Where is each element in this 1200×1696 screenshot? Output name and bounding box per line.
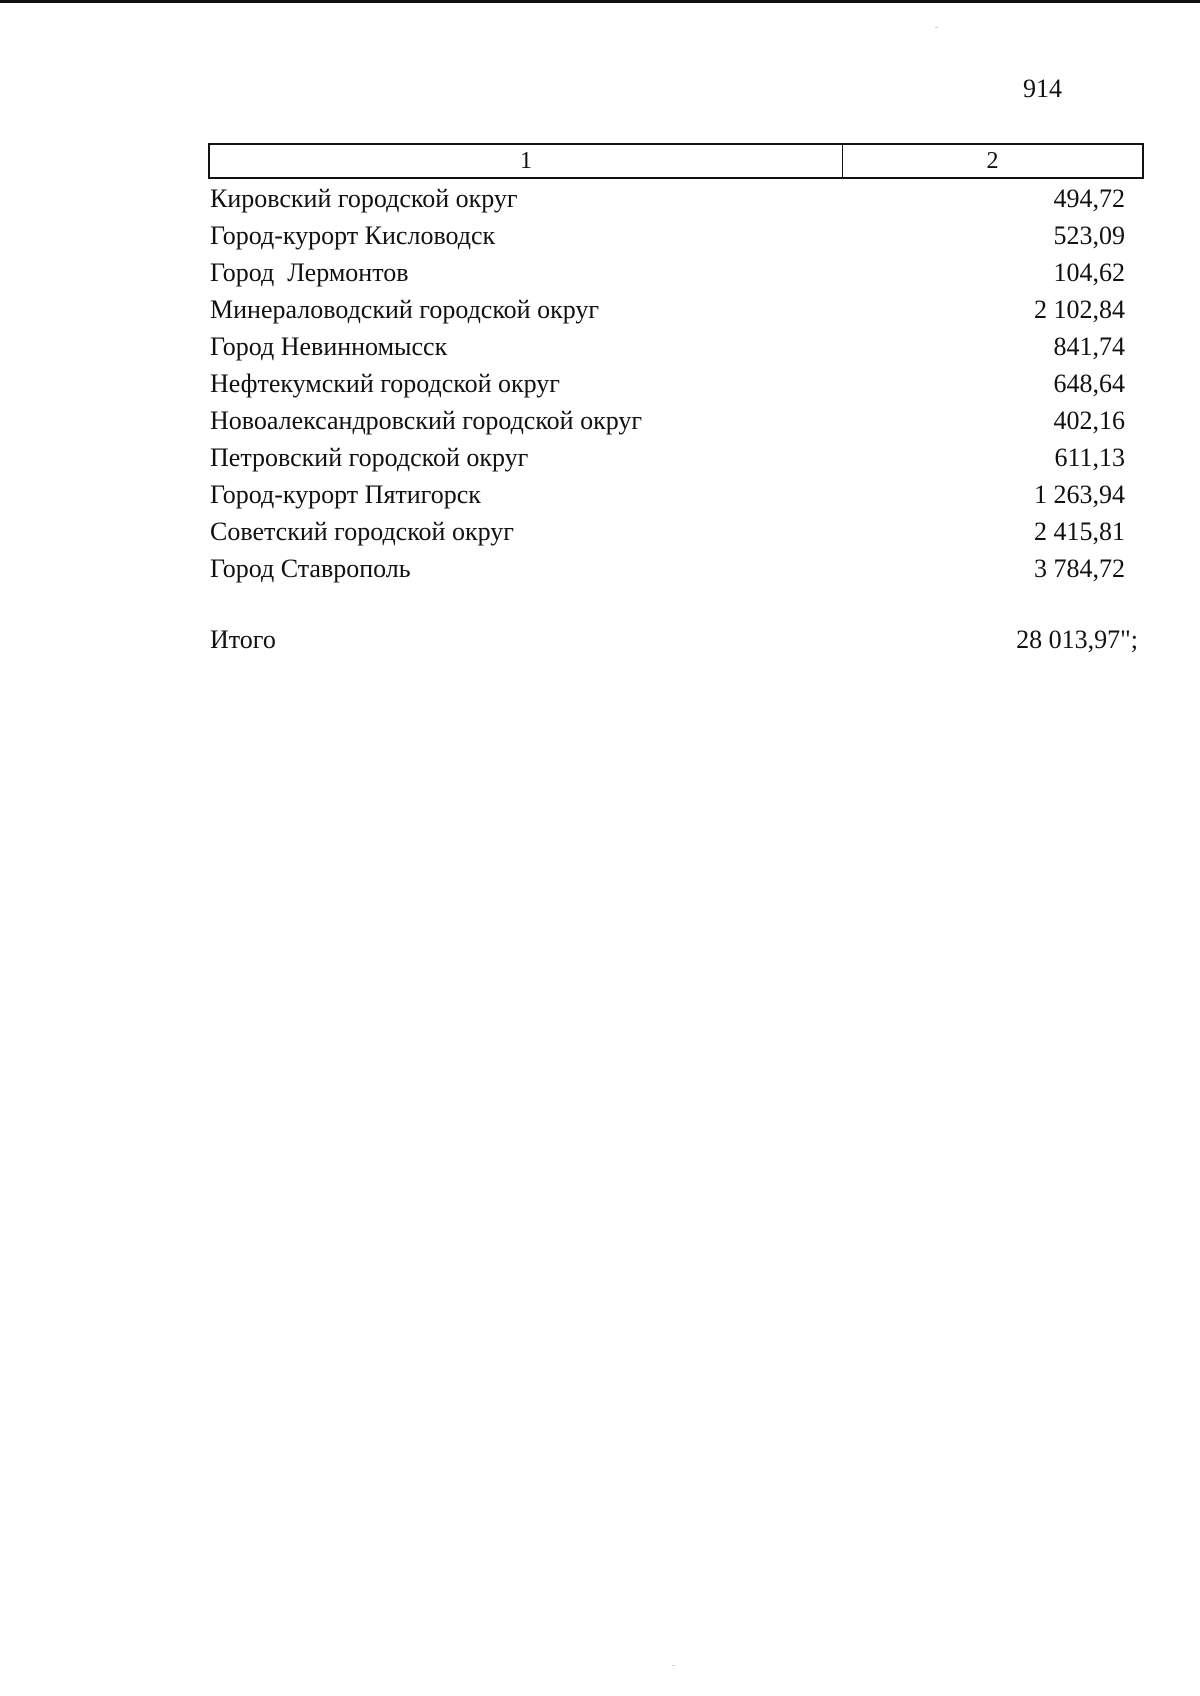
table-row bbox=[210, 217, 1125, 254]
table-row bbox=[210, 402, 1125, 439]
table-row bbox=[210, 439, 1125, 476]
row-name: Город-курорт Пятигорск bbox=[210, 480, 481, 509]
table-row bbox=[210, 365, 1125, 402]
row-value: 2 102,84 bbox=[1034, 295, 1125, 324]
row-name: Минераловодский городской округ bbox=[210, 295, 600, 324]
row-value: 494,72 bbox=[1053, 184, 1125, 213]
table-header-col-2: 2 bbox=[986, 148, 999, 174]
row-name: Нефтекумский городской округ bbox=[210, 369, 560, 398]
row-value: 841,74 bbox=[1053, 332, 1125, 361]
table-row bbox=[210, 550, 1125, 587]
row-name: Город Лермонтов bbox=[210, 258, 409, 287]
row-name: Город Невинномысск bbox=[210, 332, 448, 361]
top-border-rule bbox=[0, 0, 1200, 3]
row-value: 3 784,72 bbox=[1034, 554, 1125, 583]
row-value: 104,62 bbox=[1053, 258, 1125, 287]
scan-speck bbox=[672, 1665, 675, 1666]
row-name: Новоалександровский городской округ bbox=[210, 406, 643, 435]
row-value: 2 415,81 bbox=[1034, 517, 1125, 546]
row-name: Город-курорт Кисловодск bbox=[210, 221, 496, 250]
row-name: Кировский городской округ bbox=[210, 184, 518, 213]
row-value: 523,09 bbox=[1053, 221, 1125, 250]
table-row bbox=[210, 254, 1125, 291]
row-name: Петровский городской округ bbox=[210, 443, 529, 472]
scan-speck bbox=[935, 27, 938, 28]
table-header-col-1: 1 bbox=[210, 145, 843, 177]
table-body bbox=[210, 180, 1125, 587]
total-row bbox=[210, 621, 1138, 658]
row-value: 648,64 bbox=[1053, 369, 1125, 398]
row-value: 402,16 bbox=[1053, 406, 1125, 435]
page-number: 914 bbox=[1023, 74, 1062, 103]
table-row bbox=[210, 180, 1125, 217]
row-name: Советский городской округ bbox=[210, 517, 514, 546]
table-row bbox=[210, 291, 1125, 328]
table-row bbox=[210, 328, 1125, 365]
total-value: 28 013,97"; bbox=[1016, 625, 1138, 654]
table-header bbox=[208, 143, 1144, 179]
table-row bbox=[210, 513, 1125, 550]
table-row bbox=[210, 476, 1125, 513]
row-value: 611,13 bbox=[1054, 443, 1125, 472]
row-name: Город Ставрополь bbox=[210, 554, 411, 583]
total-label: Итого bbox=[210, 625, 276, 654]
row-value: 1 263,94 bbox=[1034, 480, 1125, 509]
